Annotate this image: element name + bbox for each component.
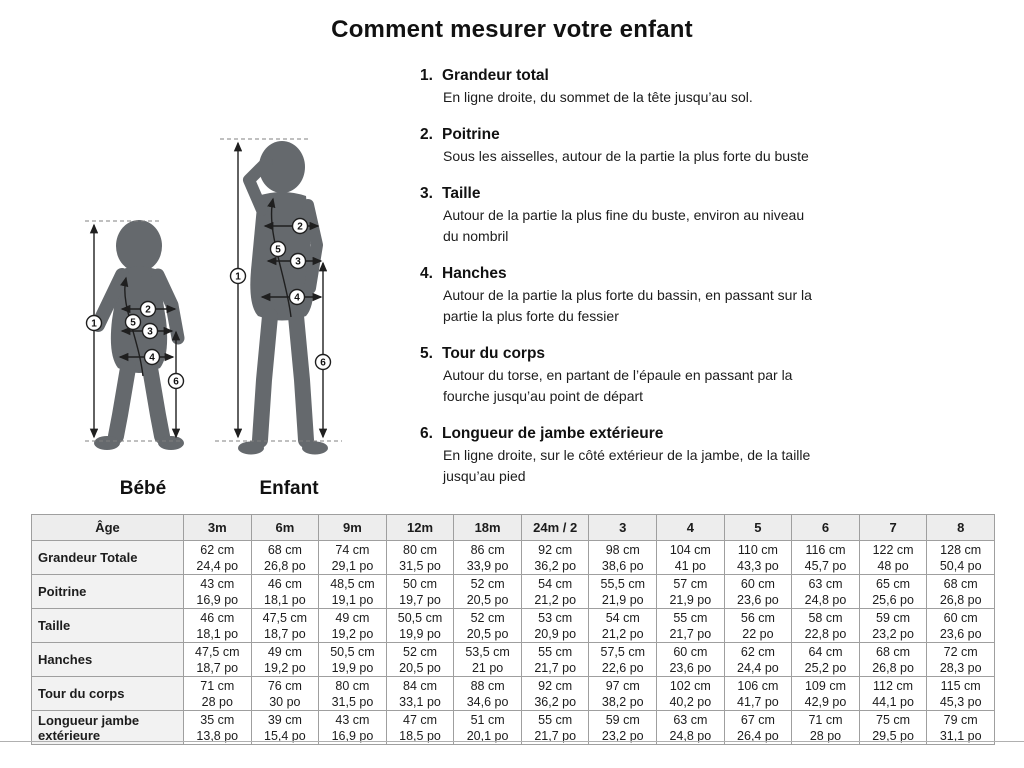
baby-marker-1 bbox=[87, 316, 102, 331]
size-cell: 46 cm 18,1 po bbox=[251, 575, 319, 609]
size-cell: 128 cm 50,4 po bbox=[927, 541, 995, 575]
size-column-header: 8 bbox=[927, 515, 995, 541]
size-cell: 56 cm 22 po bbox=[724, 609, 792, 643]
size-cell: 52 cm 20,5 po bbox=[386, 643, 454, 677]
table-row bbox=[32, 677, 995, 711]
size-cell: 35 cm 13,8 po bbox=[184, 711, 252, 745]
svg-text:3: 3 bbox=[295, 256, 301, 268]
row-label: Poitrine bbox=[32, 575, 184, 609]
size-cell: 112 cm 44,1 po bbox=[859, 677, 927, 711]
svg-text:2: 2 bbox=[145, 304, 151, 316]
instruction-item-6 bbox=[420, 424, 890, 487]
baby-marker-2 bbox=[141, 302, 156, 317]
size-cell: 80 cm 31,5 po bbox=[319, 677, 387, 711]
row-label: Longueur jambe extérieure bbox=[32, 711, 184, 745]
size-cell: 116 cm 45,7 po bbox=[792, 541, 860, 575]
instruction-item-1 bbox=[420, 66, 890, 108]
instruction-heading: 3. Taille bbox=[420, 185, 481, 202]
instruction-heading: 1. Grandeur total bbox=[420, 67, 549, 84]
size-column-header: 3 bbox=[589, 515, 657, 541]
size-cell: 50,5 cm 19,9 po bbox=[386, 609, 454, 643]
size-cell: 75 cm 29,5 po bbox=[859, 711, 927, 745]
svg-text:3: 3 bbox=[147, 326, 153, 338]
instruction-body: Autour de la partie la plus forte du bassin, en passant sur la partie la plus forte du fessier bbox=[443, 287, 812, 324]
bottom-divider bbox=[0, 741, 1024, 742]
size-cell: 115 cm 45,3 po bbox=[927, 677, 995, 711]
baby-silhouette bbox=[94, 220, 184, 450]
size-cell: 46 cm 18,1 po bbox=[184, 609, 252, 643]
size-cell: 122 cm 48 po bbox=[859, 541, 927, 575]
size-cell: 79 cm 31,1 po bbox=[927, 711, 995, 745]
baby-marker-6 bbox=[169, 374, 184, 389]
size-cell: 50,5 cm 19,9 po bbox=[319, 643, 387, 677]
size-cell: 52 cm 20,5 po bbox=[454, 609, 522, 643]
measurement-diagram bbox=[60, 120, 400, 500]
size-cell: 58 cm 22,8 po bbox=[792, 609, 860, 643]
size-column-header: 6 bbox=[792, 515, 860, 541]
instruction-heading: 6. Longueur de jambe extérieure bbox=[420, 425, 664, 442]
size-cell: 97 cm 38,2 po bbox=[589, 677, 657, 711]
size-cell: 68 cm 26,8 po bbox=[927, 575, 995, 609]
child-silhouette bbox=[238, 141, 328, 455]
baby-marker-4 bbox=[145, 350, 160, 365]
size-cell: 39 cm 15,4 po bbox=[251, 711, 319, 745]
instruction-body: Sous les aisselles, autour de la partie la plus forte du buste bbox=[443, 148, 809, 164]
size-cell: 80 cm 31,5 po bbox=[386, 541, 454, 575]
size-cell: 55 cm 21,7 po bbox=[657, 609, 725, 643]
child-marker-3 bbox=[291, 254, 306, 269]
svg-text:1: 1 bbox=[235, 271, 241, 283]
size-cell: 50 cm 19,7 po bbox=[386, 575, 454, 609]
table-row bbox=[32, 541, 995, 575]
size-cell: 55,5 cm 21,9 po bbox=[589, 575, 657, 609]
size-cell: 48,5 cm 19,1 po bbox=[319, 575, 387, 609]
size-cell: 60 cm 23,6 po bbox=[657, 643, 725, 677]
size-cell: 65 cm 25,6 po bbox=[859, 575, 927, 609]
size-cell: 76 cm 30 po bbox=[251, 677, 319, 711]
child-marker-5 bbox=[271, 242, 286, 257]
svg-text:5: 5 bbox=[275, 244, 281, 256]
baby-marker-3 bbox=[143, 324, 158, 339]
size-column-header: 3m bbox=[184, 515, 252, 541]
svg-text:5: 5 bbox=[130, 317, 136, 329]
size-cell: 64 cm 25,2 po bbox=[792, 643, 860, 677]
size-cell: 53,5 cm 21 po bbox=[454, 643, 522, 677]
size-cell: 59 cm 23,2 po bbox=[589, 711, 657, 745]
size-table-header bbox=[32, 515, 995, 541]
baby-marker-5 bbox=[126, 315, 141, 330]
page-title: Comment mesurer votre enfant bbox=[331, 16, 693, 43]
size-cell: 43 cm 16,9 po bbox=[184, 575, 252, 609]
row-label: Hanches bbox=[32, 643, 184, 677]
size-cell: 60 cm 23,6 po bbox=[927, 609, 995, 643]
table-row bbox=[32, 609, 995, 643]
child-marker-4 bbox=[290, 290, 305, 305]
size-cell: 68 cm 26,8 po bbox=[251, 541, 319, 575]
svg-text:1: 1 bbox=[91, 318, 97, 330]
size-cell: 53 cm 20,9 po bbox=[521, 609, 589, 643]
age-header-cell: Âge bbox=[32, 515, 184, 541]
size-cell: 55 cm 21,7 po bbox=[521, 711, 589, 745]
size-column-header: 18m bbox=[454, 515, 522, 541]
size-cell: 68 cm 26,8 po bbox=[859, 643, 927, 677]
size-cell: 104 cm 41 po bbox=[657, 541, 725, 575]
instruction-body: Autour du torse, en partant de l’épaule en passant par la fourche jusqu’au point de départ bbox=[443, 367, 793, 404]
table-row bbox=[32, 643, 995, 677]
table-row bbox=[32, 711, 995, 745]
size-cell: 47,5 cm 18,7 po bbox=[184, 643, 252, 677]
size-cell: 63 cm 24,8 po bbox=[792, 575, 860, 609]
size-column-header: 24m / 2 bbox=[521, 515, 589, 541]
size-column-header: 12m bbox=[386, 515, 454, 541]
instruction-item-5 bbox=[420, 344, 890, 407]
size-table bbox=[31, 514, 995, 745]
size-cell: 49 cm 19,2 po bbox=[251, 643, 319, 677]
size-cell: 62 cm 24,4 po bbox=[184, 541, 252, 575]
svg-text:6: 6 bbox=[320, 357, 326, 369]
instruction-item-4 bbox=[420, 264, 890, 327]
instruction-item-3 bbox=[420, 184, 890, 247]
size-cell: 71 cm 28 po bbox=[184, 677, 252, 711]
size-cell: 60 cm 23,6 po bbox=[724, 575, 792, 609]
child-marker-1 bbox=[231, 269, 246, 284]
instruction-body: En ligne droite, sur le côté extérieur de la jambe, de la taille jusqu’au pied bbox=[443, 447, 811, 484]
size-cell: 47 cm 18,5 po bbox=[386, 711, 454, 745]
instruction-heading: 5. Tour du corps bbox=[420, 345, 546, 362]
size-column-header: 7 bbox=[859, 515, 927, 541]
size-cell: 51 cm 20,1 po bbox=[454, 711, 522, 745]
size-cell: 88 cm 34,6 po bbox=[454, 677, 522, 711]
size-cell: 43 cm 16,9 po bbox=[319, 711, 387, 745]
size-cell: 62 cm 24,4 po bbox=[724, 643, 792, 677]
baby-figure-label: Bébé bbox=[119, 478, 167, 499]
size-cell: 63 cm 24,8 po bbox=[657, 711, 725, 745]
size-cell: 110 cm 43,3 po bbox=[724, 541, 792, 575]
size-cell: 109 cm 42,9 po bbox=[792, 677, 860, 711]
size-cell: 86 cm 33,9 po bbox=[454, 541, 522, 575]
row-label: Taille bbox=[32, 609, 184, 643]
size-cell: 54 cm 21,2 po bbox=[589, 609, 657, 643]
size-cell: 106 cm 41,7 po bbox=[724, 677, 792, 711]
instruction-list bbox=[420, 66, 890, 504]
size-cell: 67 cm 26,4 po bbox=[724, 711, 792, 745]
size-column-header: 5 bbox=[724, 515, 792, 541]
size-cell: 71 cm 28 po bbox=[792, 711, 860, 745]
size-cell: 54 cm 21,2 po bbox=[521, 575, 589, 609]
size-column-header: 6m bbox=[251, 515, 319, 541]
svg-text:2: 2 bbox=[297, 221, 303, 233]
size-cell: 92 cm 36,2 po bbox=[521, 541, 589, 575]
size-cell: 98 cm 38,6 po bbox=[589, 541, 657, 575]
size-cell: 47,5 cm 18,7 po bbox=[251, 609, 319, 643]
size-cell: 57 cm 21,9 po bbox=[657, 575, 725, 609]
size-cell: 57,5 cm 22,6 po bbox=[589, 643, 657, 677]
svg-text:6: 6 bbox=[173, 376, 179, 388]
size-cell: 74 cm 29,1 po bbox=[319, 541, 387, 575]
instruction-heading: 4. Hanches bbox=[420, 265, 507, 282]
size-cell: 92 cm 36,2 po bbox=[521, 677, 589, 711]
child-figure-label: Enfant bbox=[259, 478, 319, 499]
svg-text:4: 4 bbox=[294, 292, 300, 304]
size-cell: 59 cm 23,2 po bbox=[859, 609, 927, 643]
size-cell: 84 cm 33,1 po bbox=[386, 677, 454, 711]
instruction-body: En ligne droite, du sommet de la tête jusqu’au sol. bbox=[443, 89, 753, 105]
size-cell: 52 cm 20,5 po bbox=[454, 575, 522, 609]
size-column-header: 4 bbox=[657, 515, 725, 541]
instruction-heading: 2. Poitrine bbox=[420, 126, 500, 143]
table-row bbox=[32, 575, 995, 609]
child-marker-6 bbox=[316, 355, 331, 370]
size-cell: 102 cm 40,2 po bbox=[657, 677, 725, 711]
size-cell: 55 cm 21,7 po bbox=[521, 643, 589, 677]
size-column-header: 9m bbox=[319, 515, 387, 541]
instruction-item-2 bbox=[420, 125, 890, 167]
size-cell: 72 cm 28,3 po bbox=[927, 643, 995, 677]
size-cell: 49 cm 19,2 po bbox=[319, 609, 387, 643]
svg-text:4: 4 bbox=[149, 352, 155, 364]
row-label: Tour du corps bbox=[32, 677, 184, 711]
child-marker-2 bbox=[293, 219, 308, 234]
row-label: Grandeur Totale bbox=[32, 541, 184, 575]
instruction-body: Autour de la partie la plus fine du buste, environ au niveau du nombril bbox=[443, 207, 805, 244]
